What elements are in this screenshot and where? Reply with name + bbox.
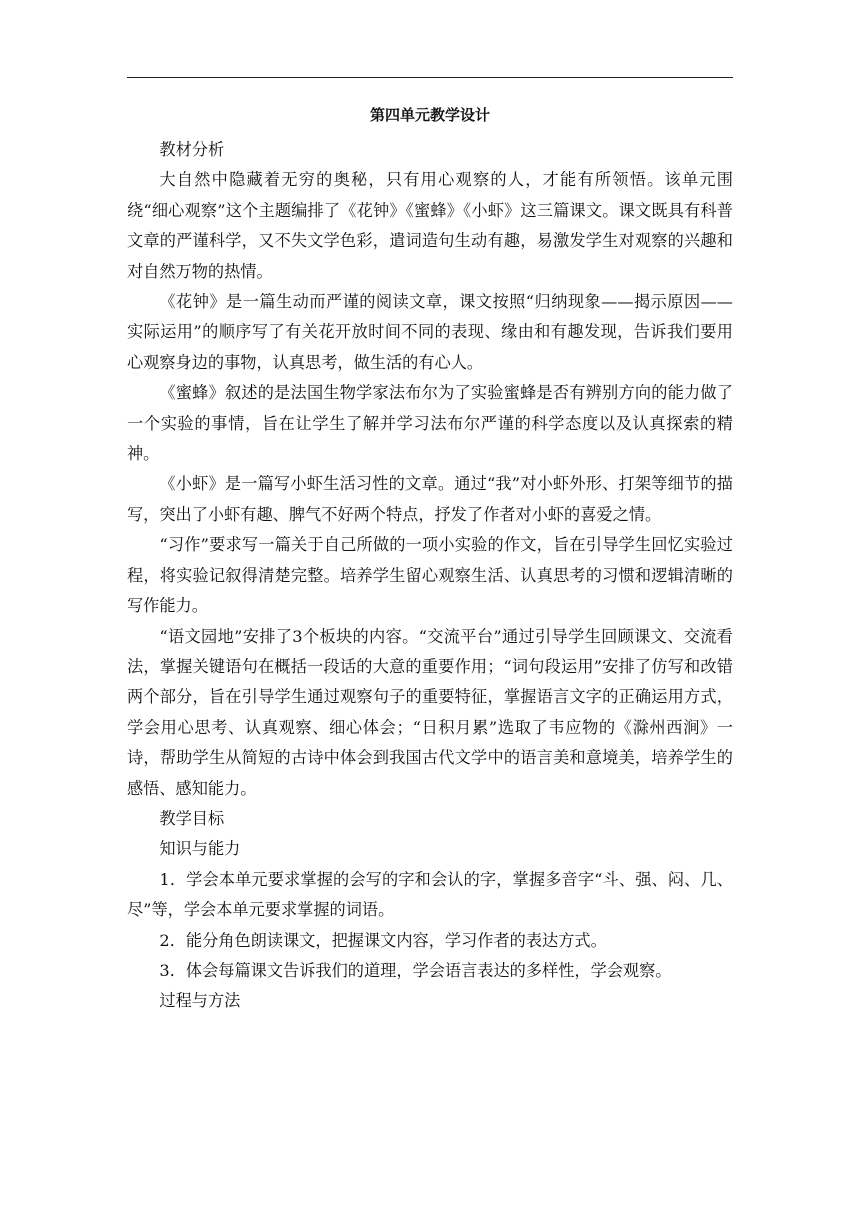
subsection-heading-knowledge: 知识与能力 — [159, 839, 241, 859]
analysis-paragraph: 《蜜蜂》叙述的是法国生物学家法布尔为了实验蜜蜂是否有辨别方向的能力做了一个实验的事情，旨在让学生了解并学习法布尔严谨的科学态度以及认真探索的精神。 — [127, 383, 733, 464]
document-body — [127, 135, 733, 1017]
goal-item: 3．体会每篇课文告诉我们的道理，学会语言表达的多样性，学会观察。 — [159, 960, 672, 980]
goal-item: 1．学会本单元要求掌握的会写的字和会认的字，掌握多音字“斗、强、闷、几、尽”等，学会本单元要求掌握的词语。 — [127, 869, 733, 920]
goal-item: 2．能分角色朗读课文，把握课文内容，学习作者的表达方式。 — [159, 930, 607, 950]
page-title: 第四单元教学设计 — [369, 106, 490, 124]
section-heading-analysis: 教材分析 — [159, 140, 225, 159]
header-rule — [127, 77, 733, 78]
analysis-paragraph: 《花钟》是一篇生动而严谨的阅读文章，课文按照“归纳现象——揭示原因——实际运用”的顺序写了有关花开放时间不同的表现、缘由和有趣发现，告诉我们要用心观察身边的事物，认真思考，做生活的有心人。 — [127, 292, 733, 372]
section-heading-goals: 教学目标 — [159, 808, 225, 828]
subsection-heading-process: 过程与方法 — [159, 991, 241, 1011]
analysis-paragraph: 《小虾》是一篇写小虾生活习性的文章。通过“我”对小虾外形、打架等细节的描写，突出了小虾有趣、脾气不好两个特点，抒发了作者对小虾的喜爱之情。 — [127, 474, 733, 524]
analysis-paragraph: 大自然中隐藏着无穷的奥秘，只有用心观察的人，才能有所领悟。该单元围绕“细心观察”这个主题编排了《花钟》《蜜蜂》《小虾》这三篇课文。课文既具有科普文章的严谨科学，又不失文学色彩，遣词造句生动有趣，易激发学生对观察的兴趣和对自然万物的热情。 — [127, 170, 733, 281]
analysis-paragraph: “习作”要求写一篇关于自己所做的一项小实验的作文，旨在引导学生回忆实验过程，将实验记叙得清楚完整。培养学生留心观察生活、认真思考的习惯和逻辑清晰的写作能力。 — [127, 535, 733, 616]
analysis-paragraph: “语文园地”安排了3个板块的内容。“交流平台”通过引导学生回顾课文、交流看法，掌握关键语句在概括一段话的大意的重要作用；“词句段运用”安排了仿写和改错两个部分，旨在引导学生通过观察句子的重要特征，掌握语言文字的正确运用方式，学会用心思考、认真观察、细心体会；“日积月累”选取了韦应物的《滁州西涧》一诗，帮助学生从简短的古诗中体会到我国古代文学中的语言美和意境美，培养学生的感悟、感知能力。 — [127, 626, 733, 798]
